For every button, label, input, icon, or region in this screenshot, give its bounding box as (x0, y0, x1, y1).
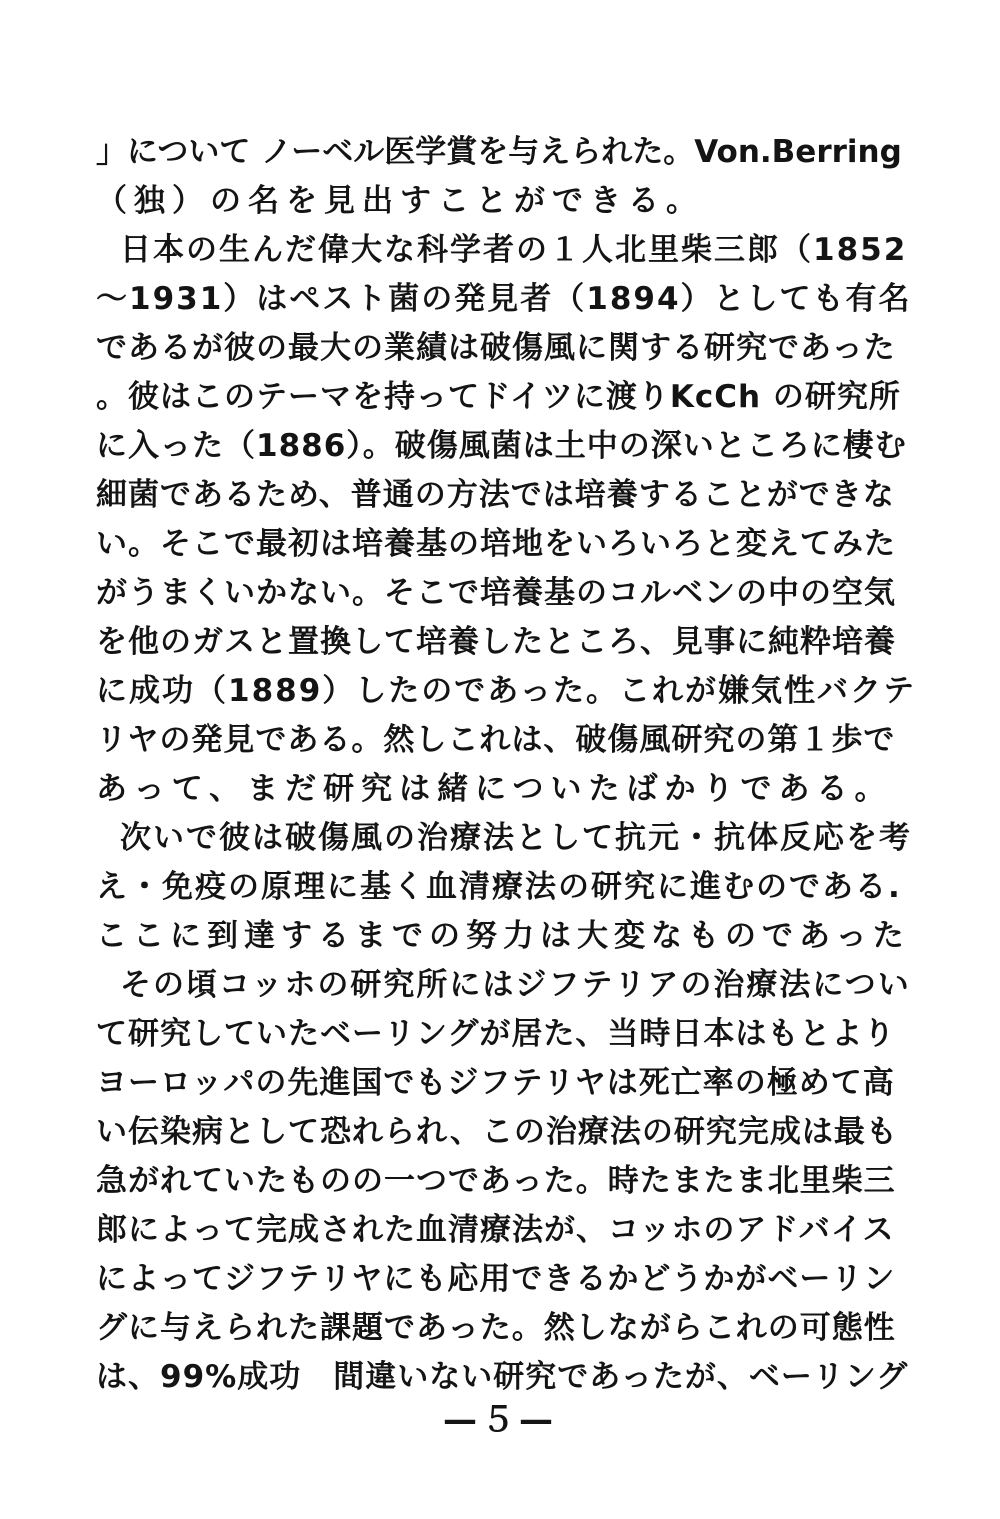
text-line: 。彼はこのテーマを持ってドイツに渡りKcCh の研究所 (96, 379, 901, 415)
text-line: ～1931）はペスト菌の発見者（1894）としても有名 (96, 281, 912, 317)
text-line: （独）の名を見出すことができる。 (96, 183, 704, 219)
text-line: を他のガスと置換して培養したところ、見事に純粋培養 (96, 624, 896, 660)
text-line: 」について ノーベル医学賞を与えられた。Von.Berring (96, 134, 902, 170)
text-line: え・免疫の原理に基く血清療法の研究に進むのである. (96, 869, 902, 905)
text-line: は、99%成功 間違いない研究であったが、ベーリング (96, 1359, 909, 1395)
text-line: 急がれていたものの一つであった。時たまたま北里柴三 (96, 1163, 896, 1199)
body-text (96, 128, 916, 1402)
text-line: その頃コッホの研究所にはジフテリアの治療法につい (120, 967, 911, 1003)
text-line: い伝染病として恐れられ、この治療法の研究完成は最も (96, 1114, 898, 1150)
text-line: によってジフテリヤにも応用できるかどうかがベーリン (96, 1261, 896, 1297)
text-line: グに与えられた課題であった。然しながらこれの可態性 (96, 1310, 896, 1346)
text-line: 細菌であるため、普通の方法では培養することができな (96, 477, 895, 513)
text-line: 郎によって完成された血清療法が、コッホのアドバイス (96, 1212, 895, 1248)
text-line: に成功（1889）したのであった。これが嫌気性バクテ (96, 673, 916, 709)
text-line: あって、まだ研究は緒についたばかりである。 (96, 771, 893, 807)
text-line: 次いで彼は破傷風の治療法として抗元・抗体反応を考 (120, 820, 912, 856)
text-line: い。そこで最初は培養基の培地をいろいろと変えてみた (96, 526, 896, 562)
text-line: がうまくいかない。そこで培養基のコルベンの中の空気 (96, 575, 896, 611)
text-line: に入った（1886）。破傷風菌は土中の深いところに棲む (96, 428, 907, 464)
text-line: て研究していたベーリングが居た、当時日本はもとより (96, 1016, 896, 1052)
page-number: —５— (443, 1400, 557, 1440)
text-line: ヨーロッパの先進国でもジフテリヤは死亡率の極めて高 (96, 1065, 895, 1101)
text-line: 日本の生んだ偉大な科学者の１人北里柴三郎（1852 (120, 232, 908, 268)
text-line: リヤの発見である。然しこれは、破傷風研究の第１歩で (96, 722, 896, 758)
text-line: ここに到達するまでの努力は大変なものであった (96, 918, 910, 954)
text-line: であるが彼の最大の業績は破傷風に関する研究であった (96, 330, 896, 366)
